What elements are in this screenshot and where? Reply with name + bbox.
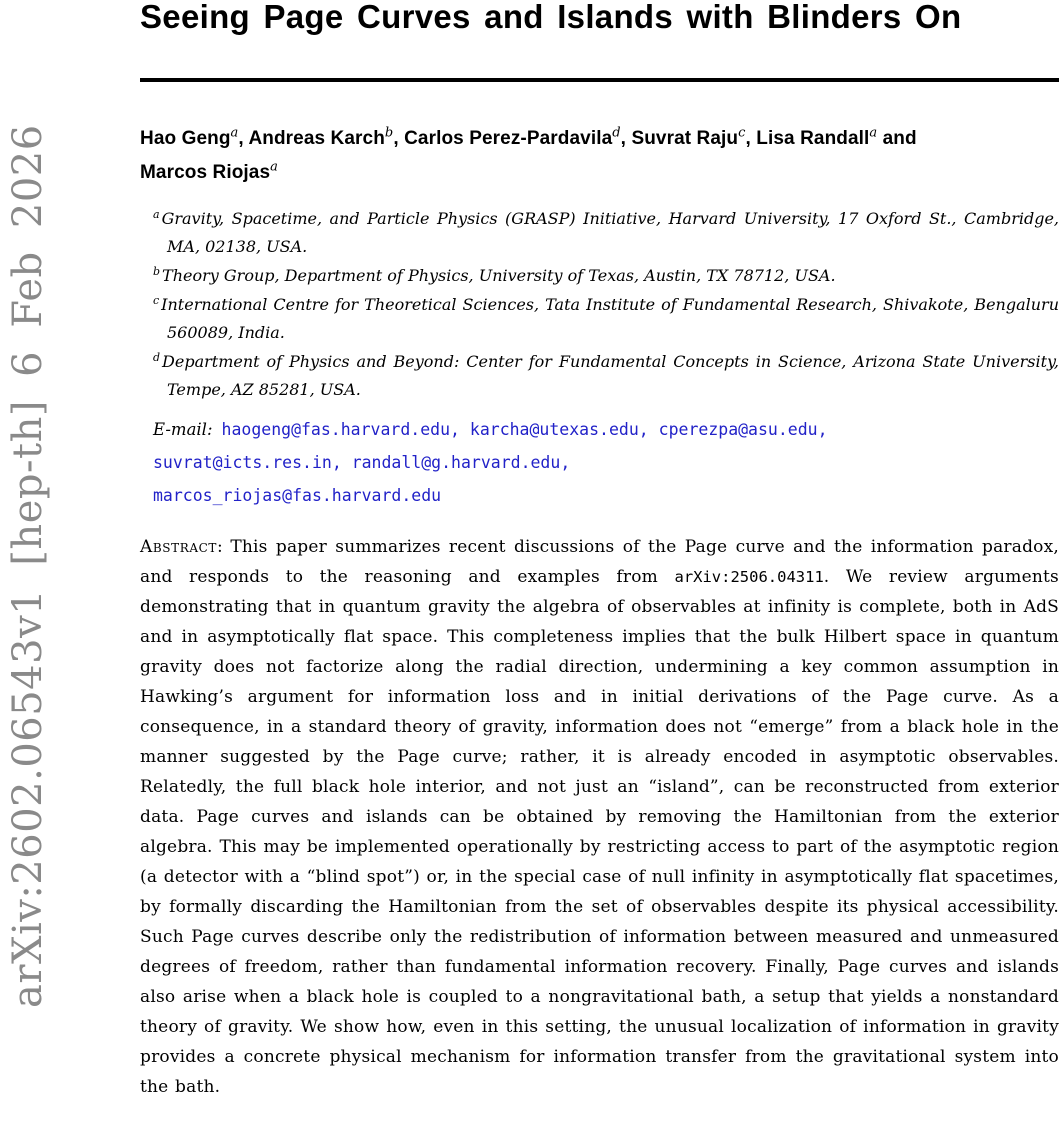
affiliation-mark: c bbox=[153, 293, 160, 307]
arxiv-reference: arXiv:2506.04311 bbox=[674, 568, 824, 586]
email-link[interactable]: randall@g.harvard.edu bbox=[351, 453, 561, 472]
email-separator: , bbox=[450, 420, 470, 439]
email-separator: , bbox=[331, 453, 352, 472]
author-affil-mark: c bbox=[738, 125, 746, 141]
affiliation-text: Theory Group, Department of Physics, University of Texas, Austin, TX 78712, USA. bbox=[162, 266, 836, 285]
author-name: Lisa Randall bbox=[756, 128, 870, 149]
arxiv-stamp[interactable]: arXiv:2602.06543v1 [hep-th] 6 Feb 2026 bbox=[5, 124, 51, 1008]
affiliation-mark: d bbox=[153, 350, 161, 364]
author-affil-mark: d bbox=[612, 125, 621, 141]
affiliation-item bbox=[140, 291, 1059, 347]
author-name: Hao Geng bbox=[140, 128, 231, 149]
affiliation-item bbox=[140, 205, 1059, 261]
affiliation-list bbox=[140, 205, 1059, 404]
email-link[interactable]: suvrat@icts.res.in bbox=[153, 453, 332, 472]
author-affil-mark: a bbox=[869, 125, 878, 141]
affiliation-mark: b bbox=[153, 264, 161, 278]
author-name: Suvrat Raju bbox=[631, 128, 739, 149]
author-affil-mark: a bbox=[230, 125, 239, 141]
paper-title: Seeing Page Curves and Islands with Blinders On bbox=[140, 0, 962, 35]
affiliation-item bbox=[140, 348, 1059, 404]
author-name: Carlos Perez-Pardavila bbox=[404, 128, 613, 149]
affiliation-mark: a bbox=[153, 207, 160, 221]
email-separator: , bbox=[638, 420, 659, 439]
affiliation-text: Gravity, Spacetime, and Particle Physics (GRASP) Initiative, Harvard University, 17 Oxford St., Cambridge, MA, 02138, USA. bbox=[161, 209, 1059, 256]
page-body bbox=[140, 0, 1059, 1102]
title-rule bbox=[140, 78, 1059, 82]
abstract-text-pre: This paper summarizes recent discussions of the Page curve and the information paradox, and responds to the reasoning and examples from bbox=[140, 537, 1059, 587]
author-separator: , bbox=[238, 128, 249, 149]
email-link[interactable]: haogeng@fas.harvard.edu bbox=[221, 420, 451, 439]
affiliation-text: Department of Physics and Beyond: Center for Fundamental Concepts in Science, Arizona State University, Tempe, AZ 85281, USA. bbox=[162, 352, 1059, 399]
affiliation-text: International Centre for Theoretical Sciences, Tata Institute of Fundamental Research, Shivakote, Bengaluru 560089, India. bbox=[161, 295, 1059, 342]
affiliation-item bbox=[140, 262, 1059, 290]
email-separator: , bbox=[817, 420, 828, 439]
author-name: Andreas Karch bbox=[248, 128, 385, 149]
author-affil-mark: b bbox=[384, 125, 394, 141]
email-section bbox=[140, 413, 1059, 512]
abstract-label: Abstract: bbox=[140, 537, 224, 557]
email-label: E-mail: bbox=[153, 420, 213, 439]
abstract-text-post: . We review arguments demonstrating that in quantum gravity the algebra of observables at infinity is complete, both in AdS and in asymptotically flat space. This completeness implies that the bulk Hilbert space in quantum gravity does not factorize along the radial direction, undermining a key common assumption in Hawking’s argument for information loss and in initial derivations of the Page curve. As a consequence, in a standard theory of gravity, information does not “emerge” from a black hole in the manner suggested by the Page curve; rather, it is already encoded in asymptotic observables. Relatedly, the full black hole interior, and not just an “island”, can be reconstructed from exterior data. Page curves and islands can be obtained by removing the Hamiltonian from the exterior algebra. This may be implemented operationally by restricting access to part of the asymptotic region (a detector with a “blind spot”) or, in the special case of null infinity in asymptotically flat spacetimes, by formally discarding the Hamiltonian from the set of observables despite its physical accessibility. Such Page curves describe only the redistribution of information between measured and unmeasured degrees of freedom, rather than fundamental information recovery. Finally, Page curves and islands also arise when a black hole is coupled to a nongravitational bath, a setup that yields a nonstandard theory of gravity. We show how, even in this setting, the unusual localization of information in gravity provides a concrete physical mechanism for information transfer from the gravitational system into the bath. bbox=[140, 567, 1059, 1097]
email-link[interactable]: marcos_riojas@fas.harvard.edu bbox=[153, 486, 442, 505]
author-name: Marcos Riojas bbox=[140, 162, 271, 183]
abstract-paragraph bbox=[140, 532, 1059, 1102]
email-link[interactable]: cperezpa@asu.edu bbox=[658, 420, 818, 439]
author-separator: and bbox=[877, 128, 917, 149]
email-separator: , bbox=[560, 453, 571, 472]
author-separator: , bbox=[620, 128, 632, 149]
email-link[interactable]: karcha@utexas.edu bbox=[469, 420, 639, 439]
author-separator: , bbox=[393, 128, 405, 149]
author-affil-mark: a bbox=[270, 159, 278, 175]
author-line bbox=[140, 122, 1059, 190]
author-separator: , bbox=[745, 128, 757, 149]
